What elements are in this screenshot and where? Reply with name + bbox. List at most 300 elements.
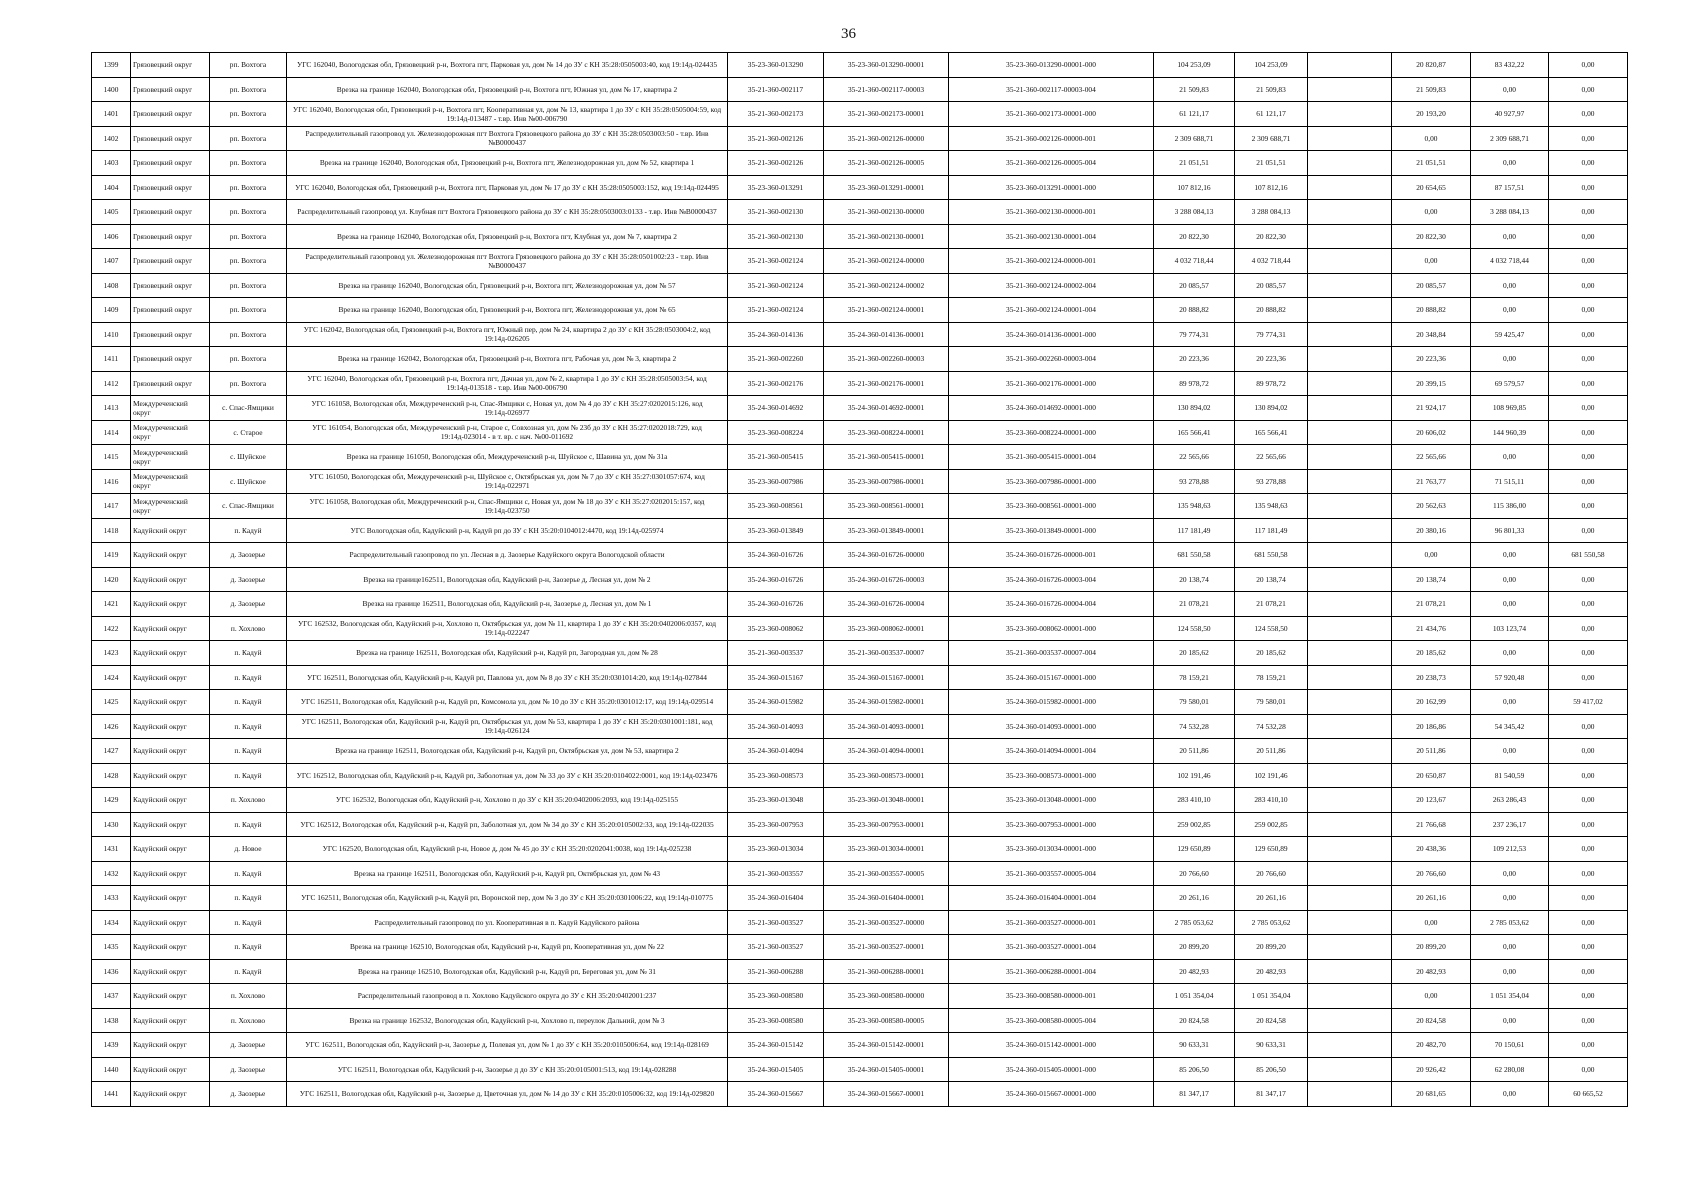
object-code-cell: 35-21-360-002124-00001 <box>824 298 949 323</box>
table-row <box>92 616 1628 641</box>
code-cell: 35-21-360-002124 <box>728 249 824 274</box>
object-code-cell: 35-21-360-002130-00001 <box>824 224 949 249</box>
sum-cell: 0,00 <box>1549 567 1628 592</box>
full-code-cell: 35-24-360-015142-00001-000 <box>949 1033 1154 1058</box>
table-row <box>92 445 1628 470</box>
empty-cell <box>1308 126 1392 151</box>
amount-cell: 20 185,62 <box>1154 641 1235 666</box>
object-description-cell: Врезка на границе 162511, Вологодская обл, Кадуйский р-н, Кадуй рп, Октябрьская ул, дом № 53, квартира 2 <box>287 739 728 764</box>
sum-cell: 21 434,76 <box>1392 616 1471 641</box>
row-number: 1399 <box>92 53 131 78</box>
sum-cell: 0,00 <box>1549 102 1628 127</box>
settlement-cell: п. Кадуй <box>210 935 287 960</box>
object-description-cell: УГС 162511, Вологодская обл, Кадуйский р-н, Кадуй рп, Павлова ул, дом № 8 до ЗУ с КН 35:20:0301014:20, код 19:14д-027844 <box>287 665 728 690</box>
sum-cell: 21 766,68 <box>1392 812 1471 837</box>
sum-cell: 0,00 <box>1471 567 1549 592</box>
sum-cell: 20 482,93 <box>1392 959 1471 984</box>
table-row <box>92 175 1628 200</box>
settlement-cell: п. Хохлово <box>210 616 287 641</box>
settlement-cell: п. Кадуй <box>210 812 287 837</box>
district-cell: Грязовецкий округ <box>131 151 210 176</box>
code-cell: 35-24-360-015142 <box>728 1033 824 1058</box>
full-code-cell: 35-23-360-008561-00001-000 <box>949 494 1154 519</box>
code-cell: 35-23-360-007953 <box>728 812 824 837</box>
object-description-cell: УГС 161050, Вологодская обл, Междуреченский р-н, Шуйское с, Октябрьская ул, дом № 7 до ЗУ с КН 35:27:0301057:674, код 19:14д-022971 <box>287 469 728 494</box>
row-number: 1420 <box>92 567 131 592</box>
row-number: 1404 <box>92 175 131 200</box>
amount-cell: 81 347,17 <box>1154 1082 1235 1107</box>
sum-cell: 0,00 <box>1549 935 1628 960</box>
table-row <box>92 1082 1628 1107</box>
amount-cell: 20 223,36 <box>1154 347 1235 372</box>
amount-total-cell: 102 191,46 <box>1235 763 1308 788</box>
code-cell: 35-21-360-002126 <box>728 151 824 176</box>
code-cell: 35-24-360-015167 <box>728 665 824 690</box>
settlement-cell: п. Кадуй <box>210 739 287 764</box>
district-cell: Кадуйский округ <box>131 714 210 739</box>
sum-cell: 0,00 <box>1471 959 1549 984</box>
full-code-cell: 35-21-360-002124-00000-001 <box>949 249 1154 274</box>
district-cell: Кадуйский округ <box>131 959 210 984</box>
table-row <box>92 714 1628 739</box>
settlement-cell: рп. Вохтога <box>210 53 287 78</box>
object-code-cell: 35-21-360-002117-00003 <box>824 77 949 102</box>
object-description-cell: УГС 162512, Вологодская обл, Кадуйский р-н, Кадуй рп, Заболотная ул, дом № 34 до ЗУ с КН 35:20:0105002:33, код 19:14д-022035 <box>287 812 728 837</box>
district-cell: Грязовецкий округ <box>131 77 210 102</box>
table-row <box>92 1033 1628 1058</box>
settlement-cell: рп. Вохтога <box>210 347 287 372</box>
amount-total-cell: 20 482,93 <box>1235 959 1308 984</box>
code-cell: 35-21-360-003557 <box>728 861 824 886</box>
amount-cell: 102 191,46 <box>1154 763 1235 788</box>
amount-cell: 20 261,16 <box>1154 886 1235 911</box>
sum-cell: 0,00 <box>1549 984 1628 1009</box>
amount-total-cell: 20 085,57 <box>1235 273 1308 298</box>
sum-cell: 59 417,02 <box>1549 690 1628 715</box>
sum-cell: 0,00 <box>1549 322 1628 347</box>
amount-cell: 79 580,01 <box>1154 690 1235 715</box>
object-description-cell: Врезка на границе162511, Вологодская обл, Кадуйский р-н, Заозерье д, Лесная ул, дом № 2 <box>287 567 728 592</box>
table-row <box>92 861 1628 886</box>
object-code-cell: 35-23-360-007986-00001 <box>824 469 949 494</box>
amount-total-cell: 21 078,21 <box>1235 592 1308 617</box>
table-row <box>92 886 1628 911</box>
sum-cell: 0,00 <box>1549 592 1628 617</box>
sum-cell: 57 920,48 <box>1471 665 1549 690</box>
amount-cell: 107 812,16 <box>1154 175 1235 200</box>
district-cell: Кадуйский округ <box>131 1082 210 1107</box>
row-number: 1414 <box>92 420 131 445</box>
object-code-cell: 35-21-360-005415-00001 <box>824 445 949 470</box>
full-code-cell: 35-23-360-013048-00001-000 <box>949 788 1154 813</box>
row-number: 1403 <box>92 151 131 176</box>
table-row <box>92 53 1628 78</box>
code-cell: 35-23-360-008580 <box>728 984 824 1009</box>
amount-cell: 21 051,51 <box>1154 151 1235 176</box>
sum-cell: 20 380,16 <box>1392 518 1471 543</box>
sum-cell: 20 261,16 <box>1392 886 1471 911</box>
settlement-cell: д. Заозерье <box>210 1082 287 1107</box>
settlement-cell: рп. Вохтога <box>210 298 287 323</box>
table-row <box>92 298 1628 323</box>
amount-cell: 129 650,89 <box>1154 837 1235 862</box>
row-number: 1411 <box>92 347 131 372</box>
table-row <box>92 273 1628 298</box>
empty-cell <box>1308 396 1392 421</box>
empty-cell <box>1308 175 1392 200</box>
full-code-cell: 35-21-360-005415-00001-004 <box>949 445 1154 470</box>
sum-cell: 0,00 <box>1549 494 1628 519</box>
empty-cell <box>1308 763 1392 788</box>
sum-cell: 70 150,61 <box>1471 1033 1549 1058</box>
sum-cell: 20 899,20 <box>1392 935 1471 960</box>
full-code-cell: 35-23-360-008224-00001-000 <box>949 420 1154 445</box>
sum-cell: 0,00 <box>1471 592 1549 617</box>
table-row <box>92 396 1628 421</box>
sum-cell: 0,00 <box>1549 77 1628 102</box>
amount-total-cell: 20 822,30 <box>1235 224 1308 249</box>
object-description-cell: Врезка на границе 162510, Вологодская обл, Кадуйский р-н, Кадуй рп, Береговая ул, дом № 31 <box>287 959 728 984</box>
table-row <box>92 641 1628 666</box>
empty-cell <box>1308 861 1392 886</box>
amount-cell: 20 482,93 <box>1154 959 1235 984</box>
amount-cell: 79 774,31 <box>1154 322 1235 347</box>
amount-total-cell: 20 824,58 <box>1235 1008 1308 1033</box>
object-code-cell: 35-21-360-002124-00002 <box>824 273 949 298</box>
full-code-cell: 35-23-360-008062-00001-000 <box>949 616 1154 641</box>
district-cell: Грязовецкий округ <box>131 200 210 225</box>
sum-cell: 20 888,82 <box>1392 298 1471 323</box>
object-description-cell: Врезка на границе 162510, Вологодская обл, Кадуйский р-н, Кадуй рп, Кооперативная ул, дом № 22 <box>287 935 728 960</box>
district-cell: Кадуйский округ <box>131 935 210 960</box>
settlement-cell: рп. Вохтога <box>210 249 287 274</box>
sum-cell: 20 824,58 <box>1392 1008 1471 1033</box>
amount-cell: 4 032 718,44 <box>1154 249 1235 274</box>
object-code-cell: 35-21-360-002130-00000 <box>824 200 949 225</box>
amount-total-cell: 22 565,66 <box>1235 445 1308 470</box>
row-number: 1407 <box>92 249 131 274</box>
object-description-cell: УГС 162511, Вологодская обл, Кадуйский р-н, Заозерье д до ЗУ с КН 35:20:0105001:513, код 19:14д-028288 <box>287 1057 728 1082</box>
settlement-cell: рп. Вохтога <box>210 322 287 347</box>
sum-cell: 0,00 <box>1549 616 1628 641</box>
amount-total-cell: 79 580,01 <box>1235 690 1308 715</box>
amount-cell: 20 888,82 <box>1154 298 1235 323</box>
full-code-cell: 35-23-360-013291-00001-000 <box>949 175 1154 200</box>
settlement-cell: д. Новое <box>210 837 287 862</box>
empty-cell <box>1308 273 1392 298</box>
empty-cell <box>1308 347 1392 372</box>
sum-cell: 237 236,17 <box>1471 812 1549 837</box>
empty-cell <box>1308 420 1392 445</box>
object-description-cell: УГС 161058, Вологодская обл, Междуреченский р-н, Спас-Ямщики с, Новая ул, дом № 18 до ЗУ с КН 35:27:0202015:157, код 19:14д-023750 <box>287 494 728 519</box>
empty-cell <box>1308 714 1392 739</box>
settlement-cell: рп. Вохтога <box>210 77 287 102</box>
settlement-cell: п. Кадуй <box>210 886 287 911</box>
sum-cell: 0,00 <box>1549 739 1628 764</box>
row-number: 1425 <box>92 690 131 715</box>
page-number: 36 <box>841 26 856 42</box>
amount-cell: 124 558,50 <box>1154 616 1235 641</box>
amount-cell: 259 002,85 <box>1154 812 1235 837</box>
empty-cell <box>1308 224 1392 249</box>
sum-cell: 0,00 <box>1549 837 1628 862</box>
settlement-cell: д. Заозерье <box>210 1033 287 1058</box>
sum-cell: 0,00 <box>1549 641 1628 666</box>
sum-cell: 0,00 <box>1549 788 1628 813</box>
amount-cell: 85 206,50 <box>1154 1057 1235 1082</box>
sum-cell: 20 348,84 <box>1392 322 1471 347</box>
sum-cell: 0,00 <box>1549 886 1628 911</box>
sum-cell: 0,00 <box>1549 518 1628 543</box>
amount-total-cell: 283 410,10 <box>1235 788 1308 813</box>
amount-cell: 2 785 053,62 <box>1154 910 1235 935</box>
object-description-cell: УГС 161058, Вологодская обл, Междуреченский р-н, Спас-Ямщики с, Новая ул, дом № 4 до ЗУ с КН 35:27:0202015:126, код 19:14д-026977 <box>287 396 728 421</box>
sum-cell: 0,00 <box>1549 273 1628 298</box>
object-description-cell: УГС 162040, Вологодская обл, Грязовецкий р-н, Вохтога пгт, Кооперативная ул, дом № 13, квартира 1 до ЗУ с КН 35:28:0505004:59, код 19:14д-013487 - т.вр. Инв №00-006790 <box>287 102 728 127</box>
row-number: 1435 <box>92 935 131 960</box>
object-code-cell: 35-23-360-008580-00000 <box>824 984 949 1009</box>
code-cell: 35-24-360-014094 <box>728 739 824 764</box>
table-row <box>92 126 1628 151</box>
sum-cell: 20 399,15 <box>1392 371 1471 396</box>
amount-total-cell: 117 181,49 <box>1235 518 1308 543</box>
code-cell: 35-24-360-014093 <box>728 714 824 739</box>
object-code-cell: 35-21-360-003527-00001 <box>824 935 949 960</box>
amount-cell: 20 085,57 <box>1154 273 1235 298</box>
full-code-cell: 35-21-360-006288-00001-004 <box>949 959 1154 984</box>
amount-cell: 117 181,49 <box>1154 518 1235 543</box>
amount-total-cell: 107 812,16 <box>1235 175 1308 200</box>
district-cell: Кадуйский округ <box>131 837 210 862</box>
settlement-cell: п. Кадуй <box>210 861 287 886</box>
full-code-cell: 35-23-360-008580-00000-001 <box>949 984 1154 1009</box>
settlement-cell: п. Кадуй <box>210 665 287 690</box>
settlement-cell: д. Заозерье <box>210 592 287 617</box>
amount-total-cell: 20 888,82 <box>1235 298 1308 323</box>
settlement-cell: п. Кадуй <box>210 641 287 666</box>
sum-cell: 20 822,30 <box>1392 224 1471 249</box>
amount-total-cell: 20 185,62 <box>1235 641 1308 666</box>
empty-cell <box>1308 1082 1392 1107</box>
settlement-cell: п. Хохлово <box>210 1008 287 1033</box>
sum-cell: 0,00 <box>1549 53 1628 78</box>
object-description-cell: Врезка на границе 162040, Вологодская обл, Грязовецкий р-н, Вохтога пгт, Клубная ул, дом № 7, квартира 2 <box>287 224 728 249</box>
district-cell: Грязовецкий округ <box>131 322 210 347</box>
code-cell: 35-21-360-003527 <box>728 910 824 935</box>
object-code-cell: 35-24-360-014093-00001 <box>824 714 949 739</box>
object-code-cell: 35-23-360-013291-00001 <box>824 175 949 200</box>
sum-cell: 20 606,02 <box>1392 420 1471 445</box>
sum-cell: 20 138,74 <box>1392 567 1471 592</box>
amount-cell: 283 410,10 <box>1154 788 1235 813</box>
object-description-cell: УГС 162042, Вологодская обл, Грязовецкий р-н, Вохтога пгт, Южный пер, дом № 24, квартира 2 до ЗУ с КН 35:28:0503004:2, код 19:14д-026205 <box>287 322 728 347</box>
empty-cell <box>1308 1057 1392 1082</box>
row-number: 1416 <box>92 469 131 494</box>
sum-cell: 4 032 718,44 <box>1471 249 1549 274</box>
settlement-cell: рп. Вохтога <box>210 126 287 151</box>
full-code-cell: 35-21-360-002126-00000-001 <box>949 126 1154 151</box>
full-code-cell: 35-24-360-014094-00001-004 <box>949 739 1154 764</box>
sum-cell: 0,00 <box>1471 273 1549 298</box>
table-row <box>92 959 1628 984</box>
amount-total-cell: 259 002,85 <box>1235 812 1308 837</box>
sum-cell: 263 286,43 <box>1471 788 1549 813</box>
table-row <box>92 200 1628 225</box>
row-number: 1413 <box>92 396 131 421</box>
district-cell: Кадуйский округ <box>131 1008 210 1033</box>
object-description-cell: Врезка на границе 162040, Вологодская обл, Грязовецкий р-н, Вохтога пгт, Южная ул, дом № 17, квартира 2 <box>287 77 728 102</box>
code-cell: 35-21-360-002130 <box>728 200 824 225</box>
object-code-cell: 35-24-360-014692-00001 <box>824 396 949 421</box>
object-description-cell: УГС 161054, Вологодская обл, Междуреченский р-н, Старое с, Совхозная ул, дом № 23б до ЗУ с КН 35:27:0202018:729, код 19:14д-023014 - в т. вр. с нач. №00-011692 <box>287 420 728 445</box>
amount-cell: 93 278,88 <box>1154 469 1235 494</box>
row-number: 1422 <box>92 616 131 641</box>
object-code-cell: 35-23-360-008561-00001 <box>824 494 949 519</box>
object-description-cell: УГС 162512, Вологодская обл, Кадуйский р-н, Кадуй рп, Заболотная ул, дом № 33 до ЗУ с КН 35:20:0104022:0001, код 19:14д-023476 <box>287 763 728 788</box>
district-cell: Грязовецкий округ <box>131 249 210 274</box>
amount-cell: 1 051 354,04 <box>1154 984 1235 1009</box>
sum-cell: 20 162,99 <box>1392 690 1471 715</box>
amount-total-cell: 124 558,50 <box>1235 616 1308 641</box>
table-row <box>92 837 1628 862</box>
district-cell: Кадуйский округ <box>131 665 210 690</box>
settlement-cell: рп. Вохтога <box>210 102 287 127</box>
object-description-cell: УГС 162511, Вологодская обл, Кадуйский р-н, Заозерье д, Полевая ул, дом № 1 до ЗУ с КН 35:20:0105006:64, код 19:14д-028169 <box>287 1033 728 1058</box>
district-cell: Междуреченский округ <box>131 445 210 470</box>
object-description-cell: Врезка на границе 162040, Вологодская обл, Грязовецкий р-н, Вохтога пгт, Железнодорожная ул, дом № 57 <box>287 273 728 298</box>
full-code-cell: 35-21-360-002173-00001-000 <box>949 102 1154 127</box>
row-number: 1437 <box>92 984 131 1009</box>
full-code-cell: 35-23-360-013290-00001-000 <box>949 53 1154 78</box>
table-row <box>92 1008 1628 1033</box>
code-cell: 35-21-360-002124 <box>728 298 824 323</box>
row-number: 1408 <box>92 273 131 298</box>
table-row <box>92 984 1628 1009</box>
settlement-cell: с. Спас-Ямщики <box>210 396 287 421</box>
table-row <box>92 494 1628 519</box>
row-number: 1412 <box>92 371 131 396</box>
sum-cell: 0,00 <box>1392 126 1471 151</box>
code-cell: 35-23-360-008062 <box>728 616 824 641</box>
full-code-cell: 35-24-360-016404-00001-004 <box>949 886 1154 911</box>
sum-cell: 20 123,67 <box>1392 788 1471 813</box>
full-code-cell: 35-24-360-016726-00003-004 <box>949 567 1154 592</box>
sum-cell: 3 288 084,13 <box>1471 200 1549 225</box>
amount-cell: 20 511,86 <box>1154 739 1235 764</box>
full-code-cell: 35-24-360-014136-00001-000 <box>949 322 1154 347</box>
code-cell: 35-21-360-003537 <box>728 641 824 666</box>
table-row <box>92 543 1628 568</box>
row-number: 1433 <box>92 886 131 911</box>
full-code-cell: 35-24-360-014093-00001-000 <box>949 714 1154 739</box>
empty-cell <box>1308 322 1392 347</box>
settlement-cell: п. Кадуй <box>210 690 287 715</box>
district-cell: Кадуйский округ <box>131 616 210 641</box>
amount-total-cell: 104 253,09 <box>1235 53 1308 78</box>
sum-cell: 0,00 <box>1549 175 1628 200</box>
code-cell: 35-23-360-013849 <box>728 518 824 543</box>
district-cell: Грязовецкий округ <box>131 53 210 78</box>
full-code-cell: 35-24-360-015667-00001-000 <box>949 1082 1154 1107</box>
sum-cell: 108 969,85 <box>1471 396 1549 421</box>
amount-total-cell: 21 051,51 <box>1235 151 1308 176</box>
empty-cell <box>1308 567 1392 592</box>
amount-cell: 89 978,72 <box>1154 371 1235 396</box>
sum-cell: 0,00 <box>1549 1008 1628 1033</box>
empty-cell <box>1308 837 1392 862</box>
amount-total-cell: 3 288 084,13 <box>1235 200 1308 225</box>
district-cell: Кадуйский округ <box>131 788 210 813</box>
sum-cell: 40 927,97 <box>1471 102 1549 127</box>
settlement-cell: д. Заозерье <box>210 543 287 568</box>
sum-cell: 0,00 <box>1549 249 1628 274</box>
object-code-cell: 35-24-360-016726-00004 <box>824 592 949 617</box>
object-description-cell: Врезка на границе 162511, Вологодская обл, Кадуйский р-н, Кадуй рп, Октябрьская ул, дом № 43 <box>287 861 728 886</box>
full-code-cell: 35-23-360-007986-00001-000 <box>949 469 1154 494</box>
sum-cell: 20 482,70 <box>1392 1033 1471 1058</box>
sum-cell: 21 051,51 <box>1392 151 1471 176</box>
district-cell: Кадуйский округ <box>131 592 210 617</box>
row-number: 1400 <box>92 77 131 102</box>
amount-total-cell: 2 309 688,71 <box>1235 126 1308 151</box>
empty-cell <box>1308 616 1392 641</box>
settlement-cell: п. Кадуй <box>210 959 287 984</box>
full-code-cell: 35-21-360-002130-00000-001 <box>949 200 1154 225</box>
empty-cell <box>1308 445 1392 470</box>
amount-total-cell: 135 948,63 <box>1235 494 1308 519</box>
object-description-cell: УГС 162532, Вологодская обл, Кадуйский р-н, Хохлово п, Октябрьская ул, дом № 11, квартира 1 до ЗУ с КН 35:20:0402006:0357, код 19:14д-022247 <box>287 616 728 641</box>
settlement-cell: с. Спас-Ямщики <box>210 494 287 519</box>
full-code-cell: 35-24-360-016726-00000-001 <box>949 543 1154 568</box>
full-code-cell: 35-21-360-002117-00003-004 <box>949 77 1154 102</box>
full-code-cell: 35-21-360-002130-00001-004 <box>949 224 1154 249</box>
row-number: 1440 <box>92 1057 131 1082</box>
sum-cell: 0,00 <box>1549 861 1628 886</box>
amount-total-cell: 1 051 354,04 <box>1235 984 1308 1009</box>
table-row <box>92 788 1628 813</box>
amount-cell: 3 288 084,13 <box>1154 200 1235 225</box>
object-code-cell: 35-24-360-014094-00001 <box>824 739 949 764</box>
sum-cell: 115 386,00 <box>1471 494 1549 519</box>
full-code-cell: 35-21-360-002124-00001-004 <box>949 298 1154 323</box>
code-cell: 35-21-360-002124 <box>728 273 824 298</box>
table-row <box>92 77 1628 102</box>
object-code-cell: 35-21-360-003537-00007 <box>824 641 949 666</box>
table-row <box>92 739 1628 764</box>
sum-cell: 20 926,42 <box>1392 1057 1471 1082</box>
code-cell: 35-21-360-006288 <box>728 959 824 984</box>
amount-total-cell: 74 532,28 <box>1235 714 1308 739</box>
table-row <box>92 371 1628 396</box>
district-cell: Междуреченский округ <box>131 420 210 445</box>
object-code-cell: 35-23-360-008062-00001 <box>824 616 949 641</box>
row-number: 1402 <box>92 126 131 151</box>
amount-total-cell: 93 278,88 <box>1235 469 1308 494</box>
sum-cell: 0,00 <box>1392 200 1471 225</box>
amount-total-cell: 21 509,83 <box>1235 77 1308 102</box>
amount-total-cell: 681 550,58 <box>1235 543 1308 568</box>
district-cell: Кадуйский округ <box>131 543 210 568</box>
sum-cell: 71 515,11 <box>1471 469 1549 494</box>
sum-cell: 1 051 354,04 <box>1471 984 1549 1009</box>
empty-cell <box>1308 151 1392 176</box>
settlement-cell: с. Старое <box>210 420 287 445</box>
object-code-cell: 35-23-360-013849-00001 <box>824 518 949 543</box>
object-description-cell: Врезка на границе 162511, Вологодская обл, Кадуйский р-н, Кадуй рп, Загородная ул, дом № 28 <box>287 641 728 666</box>
sum-cell: 0,00 <box>1392 984 1471 1009</box>
settlement-cell: рп. Вохтога <box>210 273 287 298</box>
sum-cell: 83 432,22 <box>1471 53 1549 78</box>
